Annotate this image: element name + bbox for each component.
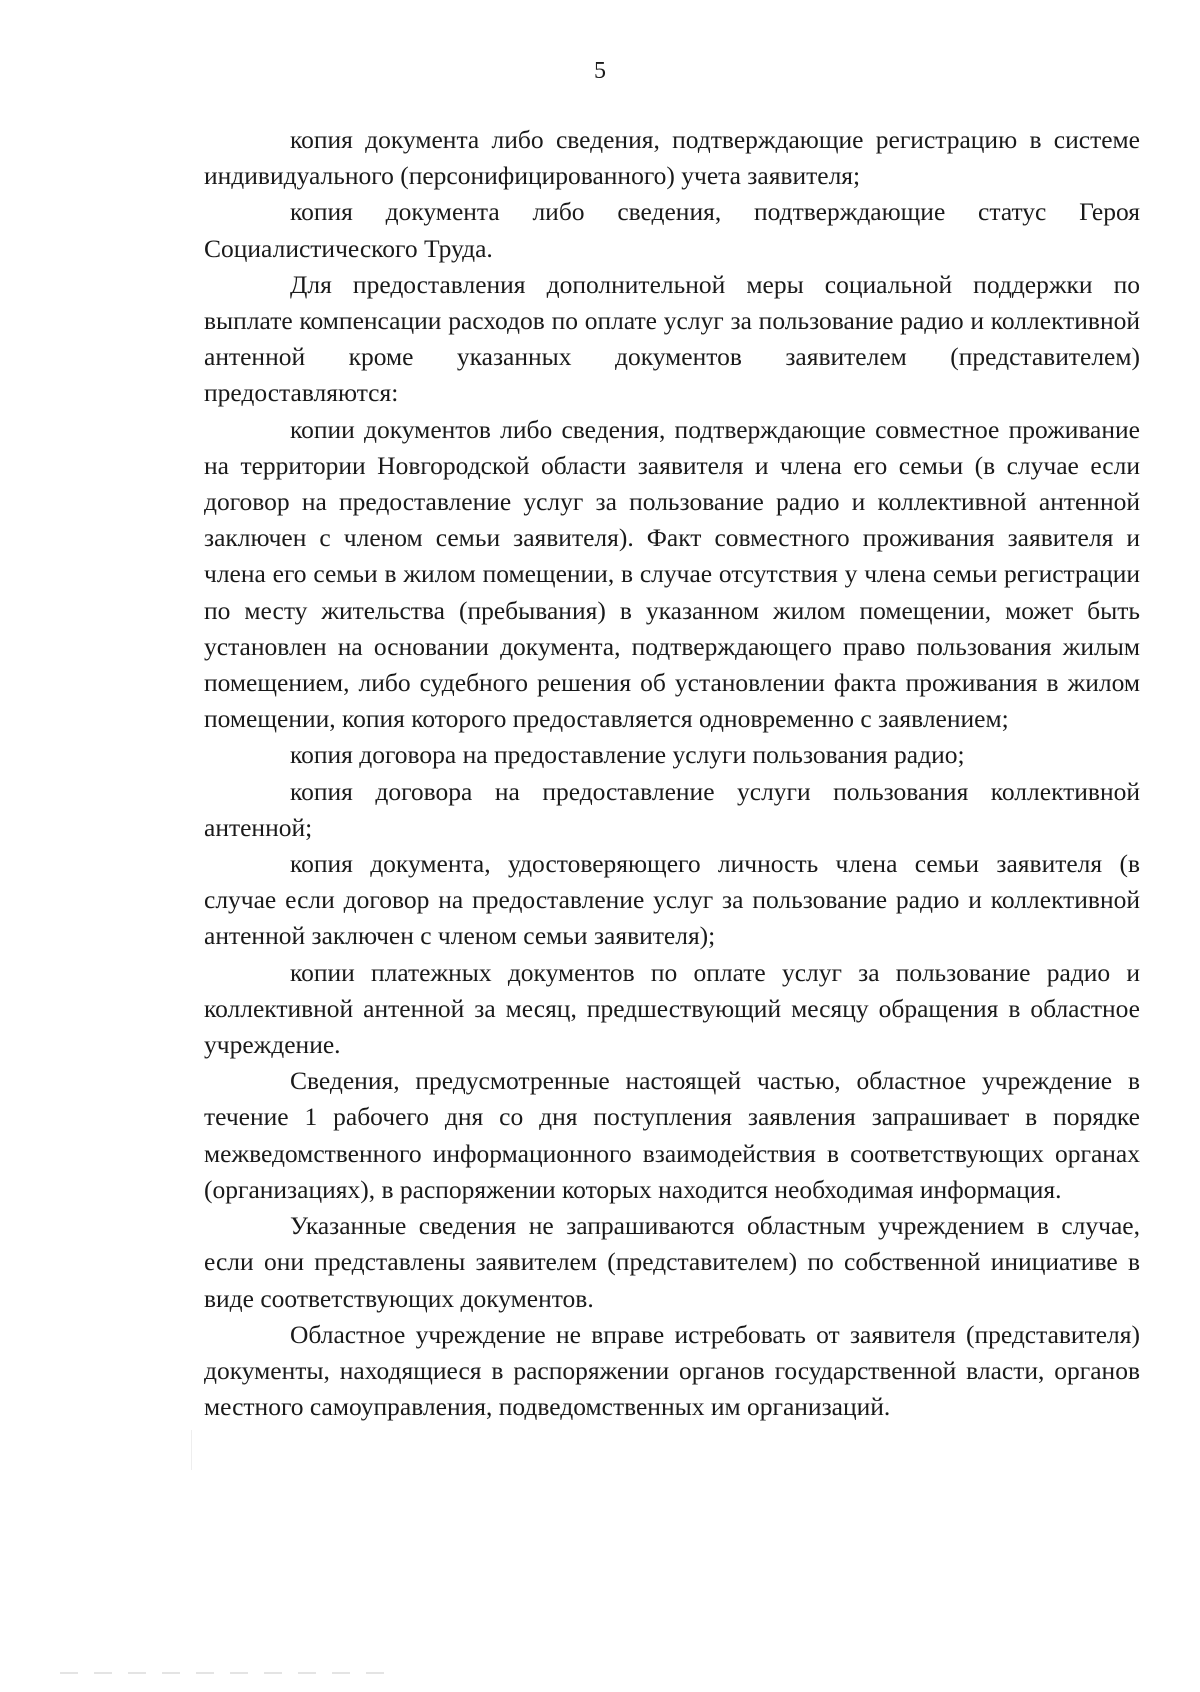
page-number: 5 bbox=[594, 58, 606, 84]
scan-artifact-line bbox=[60, 1672, 400, 1674]
paragraph: копия документа либо сведения, подтверждающие регистрацию в системе индивидуального (персонифицированного) учета заявителя; bbox=[204, 125, 1140, 191]
paragraph: копия договора на предоставление услуги пользования коллективной антенной; bbox=[204, 776, 1140, 842]
paragraph: копии платежных документов по оплате услуг за пользование радио и коллективной антенной за месяц, предшествующий месяцу обращения в областное учреждение. bbox=[204, 957, 1140, 1060]
scan-artifact-mark bbox=[191, 1430, 192, 1470]
paragraph: копия договора на предоставление услуги пользования радио; bbox=[290, 740, 965, 770]
paragraph: Сведения, предусмотренные настоящей частью, областное учреждение в течение 1 рабочего дня со дня поступления заявления запрашивает в порядке межведомственного информационного взаимодействия в соответствующих органах (организациях), в распоряжении которых находится необходимая информация. bbox=[204, 1066, 1140, 1204]
paragraph: Областное учреждение не вправе истребовать от заявителя (представителя) документы, находящиеся в распоряжении органов государственной власти, органов местного самоуправления, подведомственных им организаций. bbox=[204, 1319, 1140, 1422]
document-body bbox=[204, 122, 1140, 1425]
paragraph: Для предоставления дополнительной меры социальной поддержки по выплате компенсации расходов по оплате услуг за пользование радио и коллективной антенной кроме указанных документов заявителем (представителем) предоставляются: bbox=[204, 269, 1140, 408]
paragraph: копия документа либо сведения, подтверждающие статус Героя Социалистического Труда. bbox=[204, 197, 1140, 263]
paragraph: Указанные сведения не запрашиваются областным учреждением в случае, если они представлены заявителем (представителем) по собственной инициативе в виде соответствующих документов. bbox=[204, 1211, 1140, 1313]
paragraph: копия документа, удостоверяющего личность члена семьи заявителя (в случае если договор на предоставление услуг за пользование радио и коллективной антенной заключен с членом семьи заявителя); bbox=[204, 849, 1140, 951]
paragraph: копии документов либо сведения, подтверждающие совместное проживание на территории Новгородской области заявителя и члена его семьи (в случае если договор на предоставление услуг за пользование радио и коллективной антенной заключен с членом семьи заявителя). Факт совместного проживания заявителя и члена его семьи в жилом помещении, в случае отсутствия у члена семьи регистрации по месту жительства (пребывания) в указанном жилом помещении, может быть установлен на основании документа, подтверждающего право пользования жилым помещением, либо судебного решения об установлении факта проживания в жилом помещении, копия которого предоставляется одновременно с заявлением; bbox=[204, 414, 1140, 734]
